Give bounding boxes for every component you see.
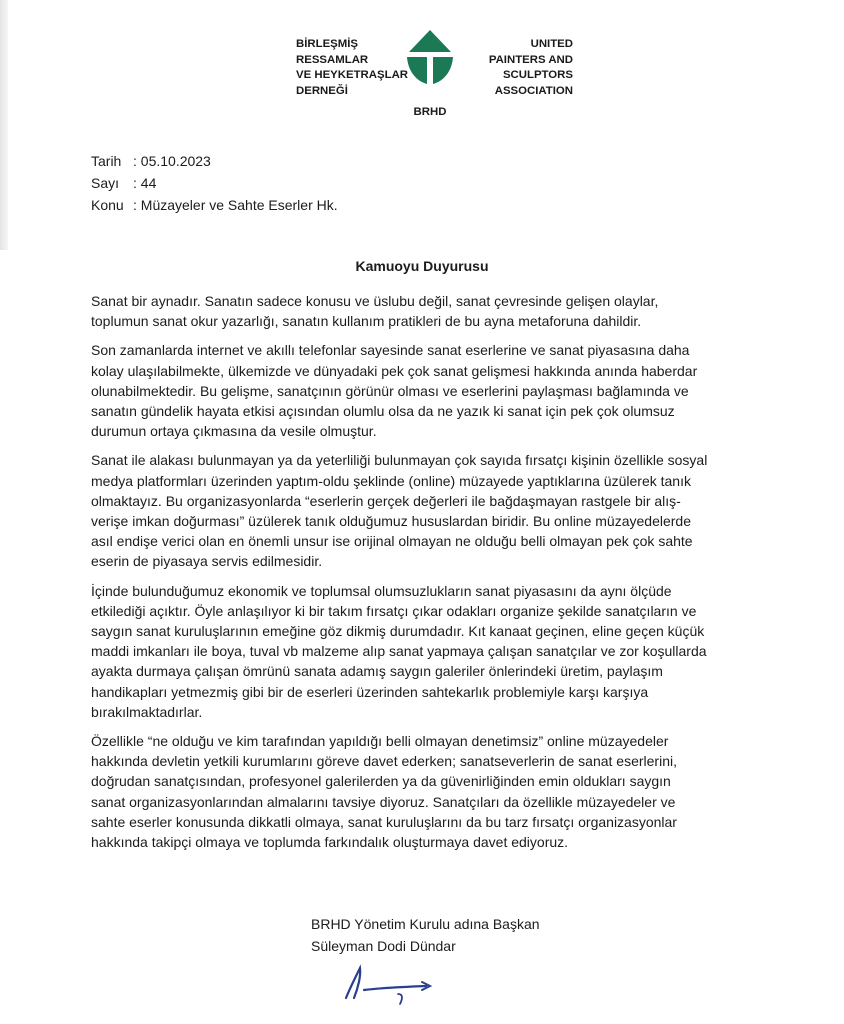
org-name-en-line: PAINTERS AND (488, 53, 573, 66)
text-line: doğrudan sanatçısından, profesyonel galerilerden ya da güvenirliğinden emin oldukları saygın (91, 773, 671, 790)
paragraph (91, 450, 781, 571)
text-line: maddi imkanları ile boya, tuval vb malzeme alıp sanat yapmaya çalışan sanatçılar ve zor koşullarda (91, 643, 707, 660)
text-line: verişe imkan doğurması” üzülerek tanık olduğumuz hususlardan biridir. Bu online müzayedelerde (91, 513, 691, 530)
text-line: saygın sanat kuruluşlarının emeğine göz dikmiş durumdadır. Kıt kanaat geçinen, eline geçen küçük (91, 623, 705, 640)
org-abbreviation: BRHD (413, 106, 447, 118)
org-name-tr-line: BİRLEŞMİŞ (296, 38, 359, 50)
text-line: Son zamanlarda internet ve akıllı telefonlar sayesinde sanat eserlerine ve sanat piyasasına daha (91, 342, 690, 359)
text-line: olunabilmektedir. Bu gelişme, sanatçının görünür olması ve eserlerini paylaşması bağlamında ve (91, 382, 689, 399)
org-name-en-line: SCULPTORS (502, 69, 573, 81)
org-name-tr-line: DERNEĞİ (296, 84, 348, 97)
meta-subject-row (91, 194, 338, 216)
text-line: toplumun sanat okur yazarlığı, sanatın kullanım pratikleri de bu ayna metaforuna dahildir. (91, 313, 642, 330)
handwritten-signature-icon (340, 958, 440, 1008)
brhd-leaf-logo-icon (404, 28, 456, 86)
paragraph (91, 731, 781, 852)
signature-block (311, 913, 540, 957)
announcement-body (91, 291, 781, 861)
announcement-title: Kamuoyu Duyurusu (355, 258, 489, 274)
text-line: Sanat bir aynadır. Sanatın sadece konusu ve üslubu değil, sanat çevresinde gelişen olaylar, (91, 293, 659, 309)
text-line: etkilediği açıktır. Öyle anlaşılıyor ki bir takım fırsatçı çıkar odakları organize şekilde sanatçıların ve (91, 602, 697, 619)
text-line: Özellikle “ne olduğu ve kim tarafından yapıldığı belli olmayan denetimsiz” online müzayedeler (91, 733, 669, 750)
text-line: ayakta durmaya çalışan ömrünü sanata adamış saygın galeriler önlerindeki üretim, paylaşım (91, 663, 663, 680)
org-name-english (463, 37, 573, 99)
signatory-name: Süleyman Dodi Dündar (311, 938, 456, 954)
meta-date-row (91, 150, 338, 172)
text-line: İçinde bulunduğumuz ekonomik ve toplumsal olumsuzlukların sanat piyasasını da aynı ölçüde (91, 582, 672, 599)
text-line: bırakılmaktadırlar. (91, 703, 203, 720)
org-name-en-line: ASSOCIATION (494, 84, 573, 97)
text-line: durumun ortaya çıkmasına da vesile olmuştur. (91, 423, 377, 440)
text-line: Sanat ile alakası bulunmayan ya da yeterliliği bulunmayan çok sayıda fırsatçı kişinin özellikle sosyal (91, 452, 708, 469)
meta-number-row (91, 172, 338, 194)
text-line: sanat organizasyonlarından almalarını tavsiye diyoruz. Sanatçıları da özellikle müzayedeler ve (91, 793, 676, 810)
signatory-title: BRHD Yönetim Kurulu adına Başkan (311, 916, 540, 932)
org-name-en-line: UNITED (530, 38, 573, 50)
text-line: sahte eserler konusunda dikkatli olmaya, sanat kuruluşlarını da bu tarz fırsatçı organizasyonlar (91, 813, 677, 830)
paragraph (91, 291, 781, 331)
meta-subject-value: : Müzayeler ve Sahte Eserler Hk. (133, 197, 338, 213)
text-line: medya platformları üzerinden yaptım-oldu şeklinde (online) müzayede yaptıklarına üzülerek tanık (91, 472, 691, 489)
text-line: kolay ulaşılabilmekte, ülkemizde ve dünyadaki pek çok sanat gelişmesi hakkında anında haberdar (91, 362, 698, 379)
page-edge-shadow (0, 0, 8, 250)
text-line: handikapları yetmezmiş gibi bir de eserleri üzerinden sahtekarlık problemiyle karşı karşıya (91, 683, 649, 700)
meta-number-label: Sayı (91, 175, 120, 191)
paragraph (91, 340, 781, 441)
meta-subject-label: Konu (91, 197, 124, 213)
org-name-tr-line: VE HEYKETRAŞLAR (296, 69, 409, 81)
text-line: sanatın gündelik hayata etkisi açısından olumlu olsa da ne yazık ki sanat için pek çok olumsuz (91, 403, 675, 420)
document-meta (91, 150, 338, 216)
paragraph (91, 581, 781, 722)
text-line: hakkında devletin yetkili kurumlarını göreve davet ederken; sanatseverlerin de sanat eserlerini, (91, 753, 677, 770)
text-line: eserin de piyasaya servis edilmesidir. (91, 553, 323, 570)
meta-date-value: : 05.10.2023 (133, 153, 211, 169)
meta-date-label: Tarih (91, 153, 122, 169)
text-line: hakkında takipçi olmaya ve toplumda farkındalık oluşturmaya davet ediyoruz. (91, 834, 569, 851)
text-line: asıl endişe verici olan en önemli unsur ise orijinal olmayan ne olduğu belli olmayan pek çok sahte (91, 533, 693, 550)
meta-number-value: : 44 (133, 175, 157, 191)
text-line: olmaktayız. Bu organizasyonlarda “eserlerin gerçek değerleri ile bağdaşmayan rastgele bir alış- (91, 492, 681, 509)
org-name-tr-line: RESSAMLAR (296, 53, 369, 66)
